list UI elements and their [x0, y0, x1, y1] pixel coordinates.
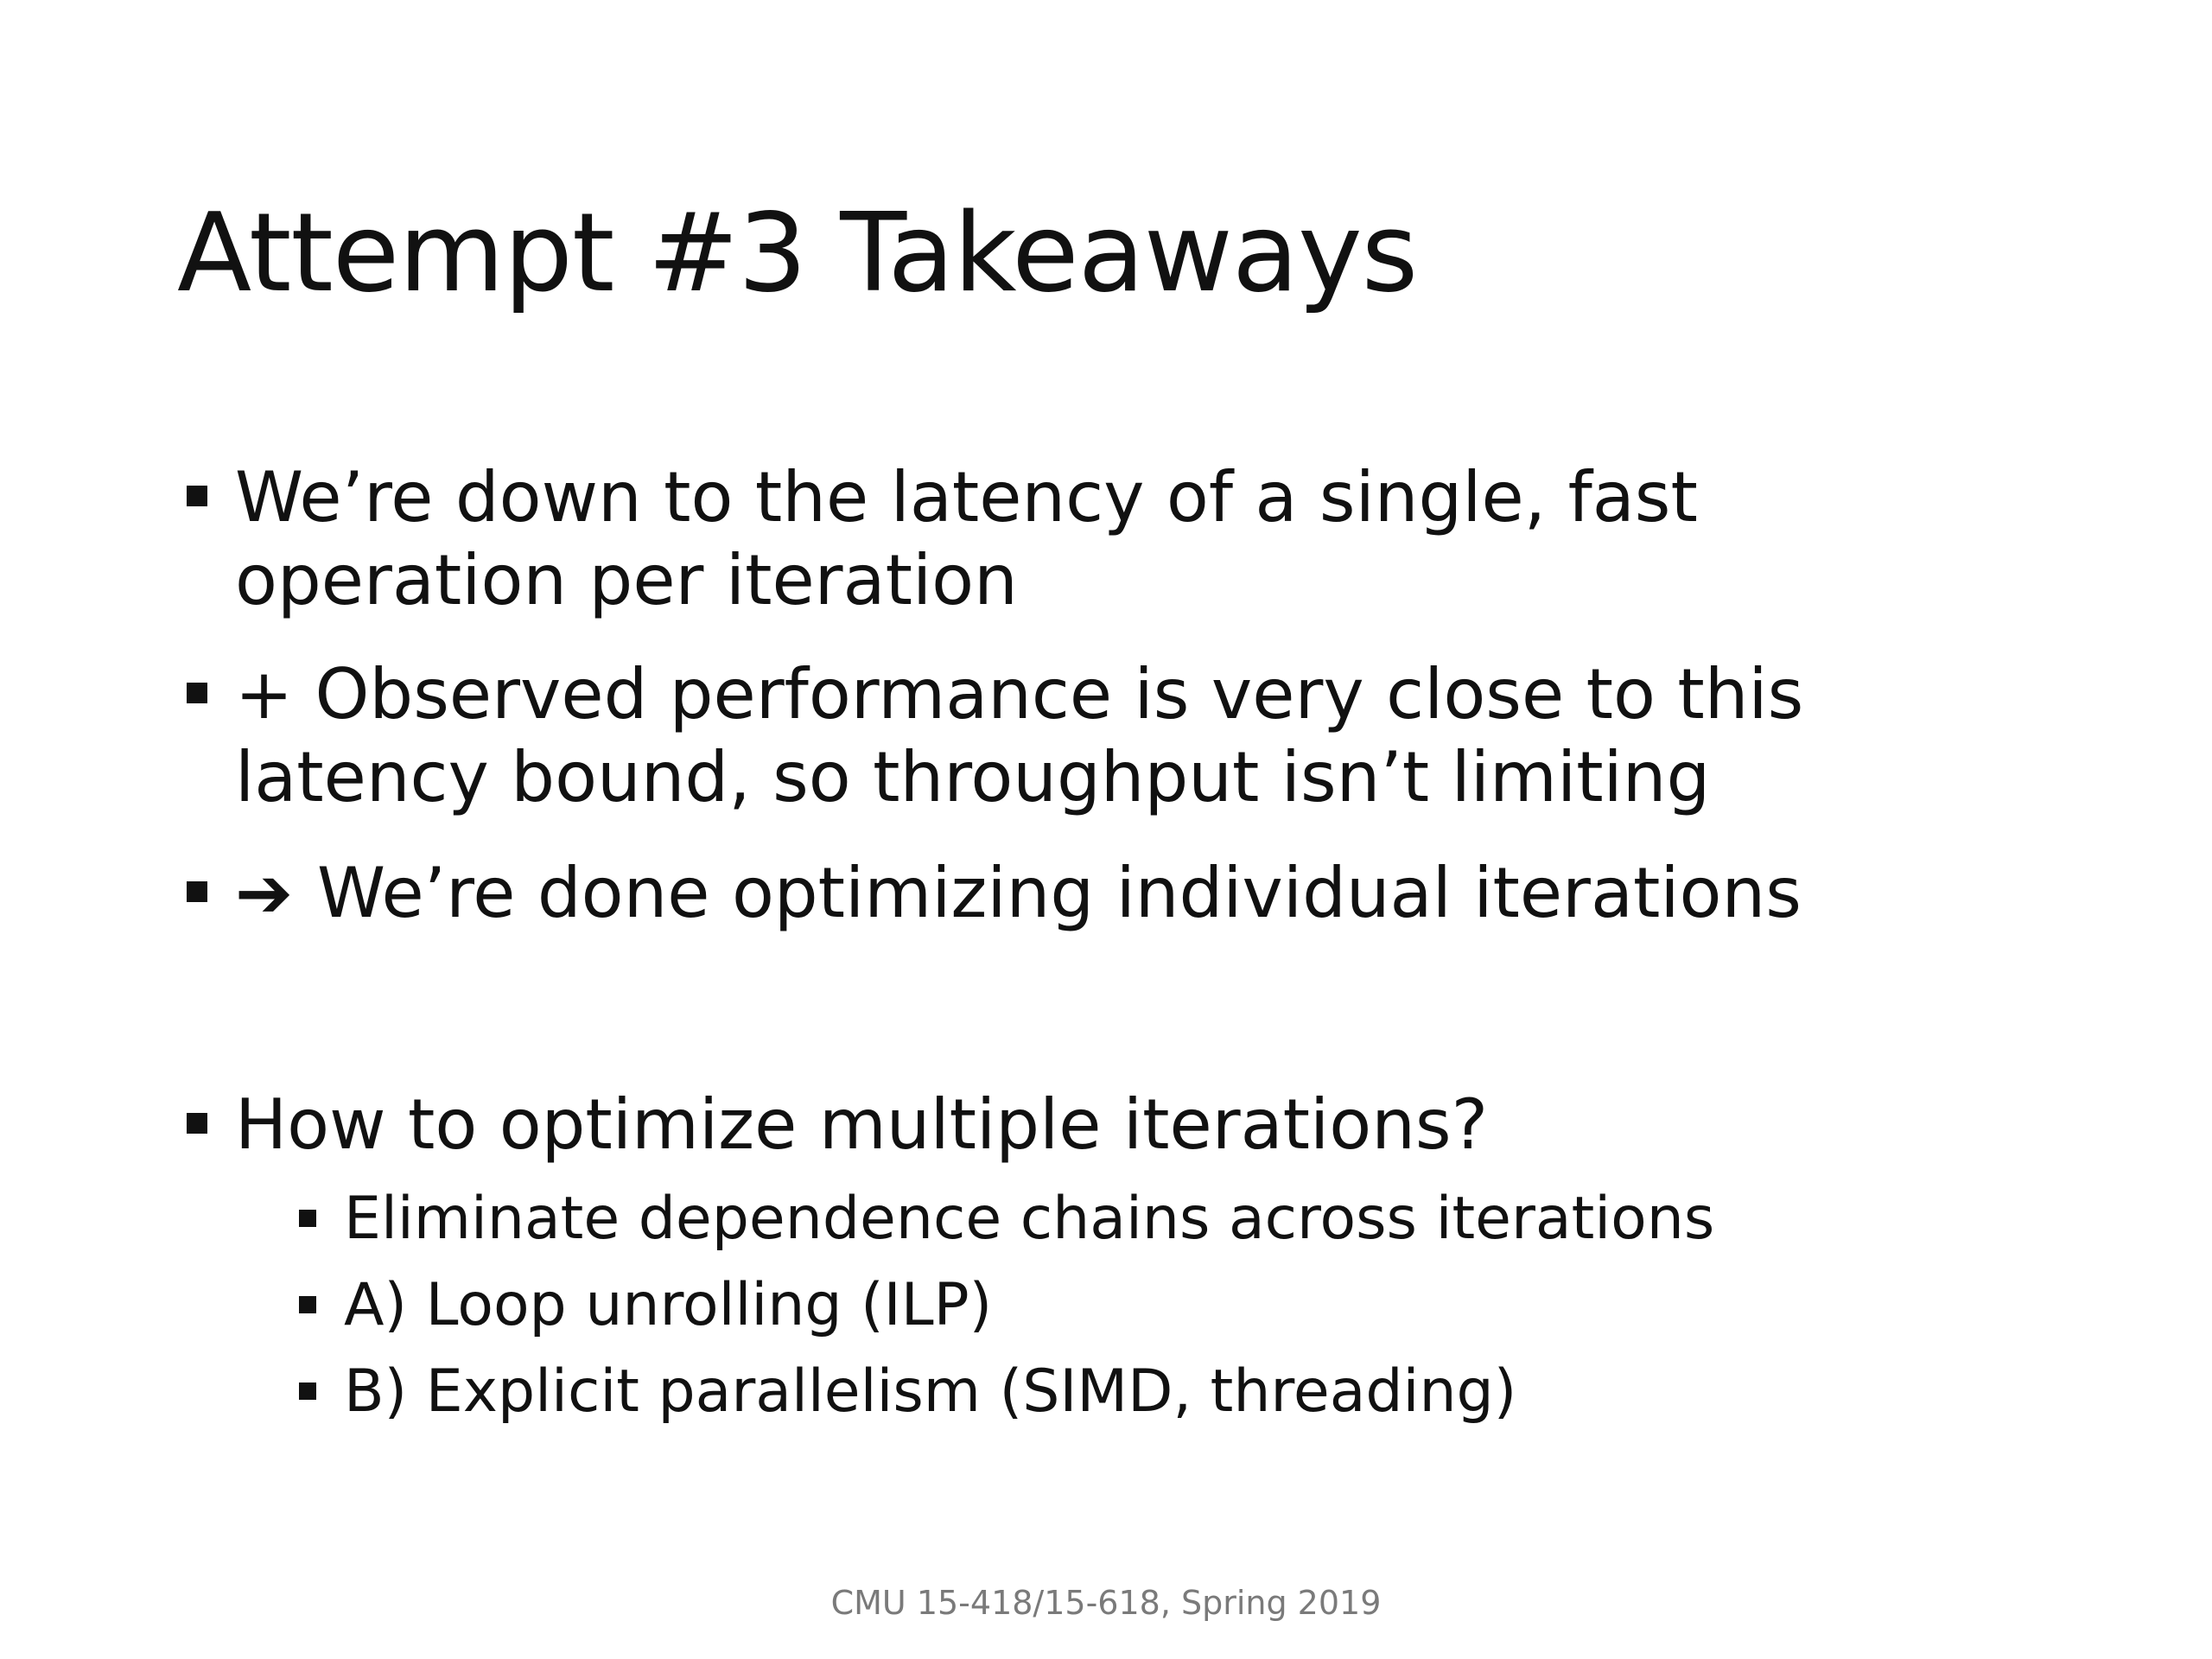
square-bullet-icon: [299, 1210, 316, 1227]
square-bullet-icon: [187, 683, 207, 703]
bullet-line: + Observed performance is very close to this: [235, 654, 1804, 734]
slide-title: Attempt #3 Takeaways: [177, 189, 1418, 316]
square-bullet-icon: [187, 486, 207, 506]
square-bullet-icon: [187, 881, 207, 902]
square-bullet-icon: [299, 1382, 316, 1400]
slide-footer: CMU 15-418/15-618, Spring 2019: [830, 1584, 1382, 1622]
sub-bullet-text: A) Loop unrolling (ILP): [344, 1271, 993, 1339]
bullet-text: [235, 852, 1802, 935]
bullet-line: How to optimize multiple iterations?: [235, 1084, 1489, 1165]
bullet-text: [235, 653, 1803, 819]
bullet-line: We’re done optimizing individual iterations: [317, 853, 1802, 933]
square-bullet-icon: [299, 1296, 316, 1313]
bullet-line: operation per iteration: [235, 540, 1018, 620]
bullet-text: [235, 456, 1698, 622]
bullet-line: latency bound, so throughput isn’t limiting: [235, 737, 1711, 817]
sub-bullet-text: Eliminate dependence chains across iterations: [344, 1185, 1715, 1253]
sub-bullet-text: B) Explicit parallelism (SIMD, threading): [344, 1357, 1517, 1426]
right-arrow-icon: ➔: [235, 853, 294, 933]
bullet-line: We’re down to the latency of a single, fast: [235, 457, 1698, 537]
bullet-text: [235, 1084, 1488, 1166]
square-bullet-icon: [187, 1113, 207, 1134]
